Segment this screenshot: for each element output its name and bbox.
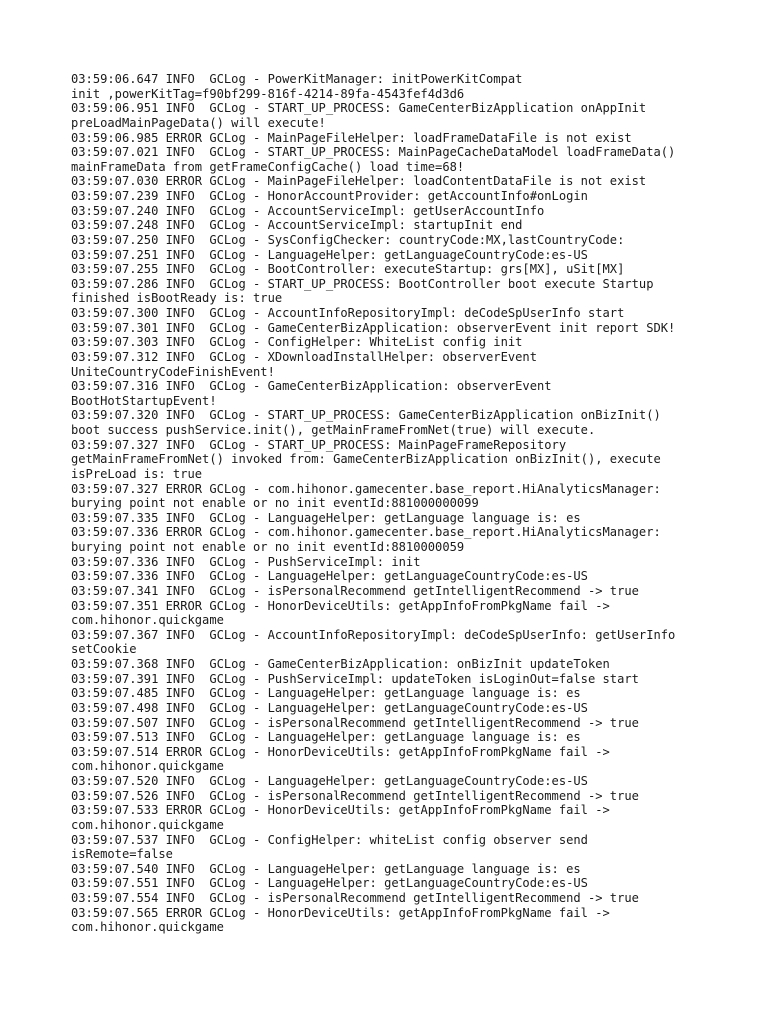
log-line: 03:59:07.520 INFO GCLog - LanguageHelper: getLanguageCountryCode:es-US: [71, 774, 588, 788]
log-line: 03:59:07.239 INFO GCLog - HonorAccountProvider: getAccountInfo#onLogin: [71, 189, 588, 203]
log-line: 03:59:07.327 INFO GCLog - START_UP_PROCESS: MainPageFrameRepository: [71, 437, 567, 452]
log-line: 03:59:07.526 INFO GCLog - isPersonalRecommend getIntelligentRecommend -> true: [71, 788, 639, 803]
log-line: getMainFrameFromNet() invoked from: GameCenterBizApplication onBizInit(), execute: [71, 452, 661, 467]
log-line: preLoadMainPageData() will execute!: [71, 115, 326, 130]
log-line: 03:59:07.336 ERROR GCLog - com.hihonor.gamecenter.base_report.HiAnalyticsManager:: [71, 525, 661, 540]
log-line: 03:59:07.300 INFO GCLog - AccountInfoRepositoryImpl: deCodeSpUserInfo start: [71, 306, 625, 320]
log-line: 03:59:07.335 INFO GCLog - LanguageHelper: getLanguage language is: es: [71, 510, 581, 525]
log-line: 03:59:07.540 INFO GCLog - LanguageHelper: getLanguage language is: es: [71, 861, 581, 876]
log-line: isRemote=false: [71, 847, 173, 862]
log-line: 03:59:07.368 INFO GCLog - GameCenterBizApplication: onBizInit updateToken: [71, 657, 610, 671]
log-line: 03:59:07.507 INFO GCLog - isPersonalRecommend getIntelligentRecommend -> true: [71, 715, 639, 730]
log-line: 03:59:07.312 INFO GCLog - XDownloadInstallHelper: observerEvent: [71, 349, 537, 364]
log-line: 03:59:07.316 INFO GCLog - GameCenterBizApplication: observerEvent: [71, 379, 552, 394]
log-line: com.hihonor.quickgame: [71, 920, 224, 935]
log-line: 03:59:07.250 INFO GCLog - SysConfigChecker: countryCode:MX,lastCountryCode:: [71, 232, 625, 247]
log-line: 03:59:07.286 INFO GCLog - START_UP_PROCESS: BootController boot execute Startup: [71, 276, 654, 291]
log-line: 03:59:07.320 INFO GCLog - START_UP_PROCESS: GameCenterBizApplication onBizInit(): [71, 408, 661, 423]
log-line: 03:59:07.367 INFO GCLog - AccountInfoRepositoryImpl: deCodeSpUserInfo: getUserInfo: [71, 627, 676, 642]
log-line: com.hihonor.quickgame: [71, 759, 224, 774]
log-line: 03:59:07.255 INFO GCLog - BootController: executeStartup: grs[MX], uSit[MX]: [71, 262, 625, 277]
log-line: 03:59:06.647 INFO GCLog - PowerKitManager: initPowerKitCompat: [71, 72, 523, 86]
log-line: 03:59:07.030 ERROR GCLog - MainPageFileHelper: loadContentDataFile is not exist: [71, 174, 647, 189]
log-line: 03:59:07.533 ERROR GCLog - HonorDeviceUtils: getAppInfoFromPkgName fail ->: [71, 803, 610, 818]
log-line: 03:59:07.240 INFO GCLog - AccountServiceImpl: getUserAccountInfo: [71, 203, 545, 218]
log-line: 03:59:07.554 INFO GCLog - isPersonalRecommend getIntelligentRecommend -> true: [71, 891, 639, 905]
log-line: 03:59:07.341 INFO GCLog - isPersonalRecommend getIntelligentRecommend -> true: [71, 583, 639, 598]
log-line: 03:59:07.327 ERROR GCLog - com.hihonor.gamecenter.base_report.HiAnalyticsManager:: [71, 481, 661, 496]
log-line: 03:59:06.985 ERROR GCLog - MainPageFileHelper: loadFrameDataFile is not exist: [71, 130, 632, 145]
log-line: burying point not enable or no init eventId:8810000059: [71, 540, 465, 554]
log-line: 03:59:07.537 INFO GCLog - ConfigHelper: whiteList config observer send: [71, 832, 588, 847]
log-line: 03:59:07.485 INFO GCLog - LanguageHelper: getLanguage language is: es: [71, 686, 581, 701]
log-line: 03:59:07.336 INFO GCLog - LanguageHelper: getLanguageCountryCode:es-US: [71, 569, 588, 584]
log-line: BootHotStartupEvent!: [71, 393, 217, 408]
document-page: [71, 72, 751, 935]
log-line: 03:59:07.303 INFO GCLog - ConfigHelper: WhiteList config init: [71, 335, 523, 350]
log-line: 03:59:07.301 INFO GCLog - GameCenterBizApplication: observerEvent init report SDK!: [71, 320, 676, 335]
log-line: isPreLoad is: true: [71, 466, 203, 481]
log-line: com.hihonor.quickgame: [71, 613, 224, 628]
log-line: init ,powerKitTag=f90bf299-816f-4214-89fa-4543fef4d3d6: [71, 86, 465, 101]
log-line: mainFrameData from getFrameConfigCache() load time=68!: [71, 159, 465, 174]
log-line: 03:59:07.551 INFO GCLog - LanguageHelper: getLanguageCountryCode:es-US: [71, 876, 588, 891]
log-line: 03:59:07.391 INFO GCLog - PushServiceImpl: updateToken isLoginOut=false start: [71, 671, 639, 686]
log-line: com.hihonor.quickgame: [71, 817, 224, 832]
log-line: 03:59:07.565 ERROR GCLog - HonorDeviceUtils: getAppInfoFromPkgName fail ->: [71, 905, 610, 920]
log-line: 03:59:07.248 INFO GCLog - AccountServiceImpl: startupInit end: [71, 218, 523, 233]
log-line: boot success pushService.init(), getMainFrameFromNet(true) will execute.: [71, 423, 596, 437]
log-line: 03:59:07.021 INFO GCLog - START_UP_PROCESS: MainPageCacheDataModel loadFrameData(): [71, 145, 676, 160]
log-text-block: [71, 72, 751, 935]
log-line: UniteCountryCodeFinishEvent!: [71, 364, 275, 379]
log-line: 03:59:07.514 ERROR GCLog - HonorDeviceUtils: getAppInfoFromPkgName fail ->: [71, 744, 610, 759]
log-line: setCookie: [71, 642, 137, 657]
log-line: 03:59:07.351 ERROR GCLog - HonorDeviceUtils: getAppInfoFromPkgName fail ->: [71, 598, 610, 613]
log-line: 03:59:07.513 INFO GCLog - LanguageHelper: getLanguage language is: es: [71, 730, 581, 745]
log-line: finished isBootReady is: true: [71, 291, 283, 306]
log-line: 03:59:07.498 INFO GCLog - LanguageHelper: getLanguageCountryCode:es-US: [71, 700, 588, 715]
log-line: burying point not enable or no init eventId:881000000099: [71, 496, 479, 511]
log-line: 03:59:06.951 INFO GCLog - START_UP_PROCESS: GameCenterBizApplication onAppInit: [71, 101, 647, 116]
log-line: 03:59:07.251 INFO GCLog - LanguageHelper: getLanguageCountryCode:es-US: [71, 247, 588, 262]
log-line: 03:59:07.336 INFO GCLog - PushServiceImpl: init: [71, 554, 421, 569]
